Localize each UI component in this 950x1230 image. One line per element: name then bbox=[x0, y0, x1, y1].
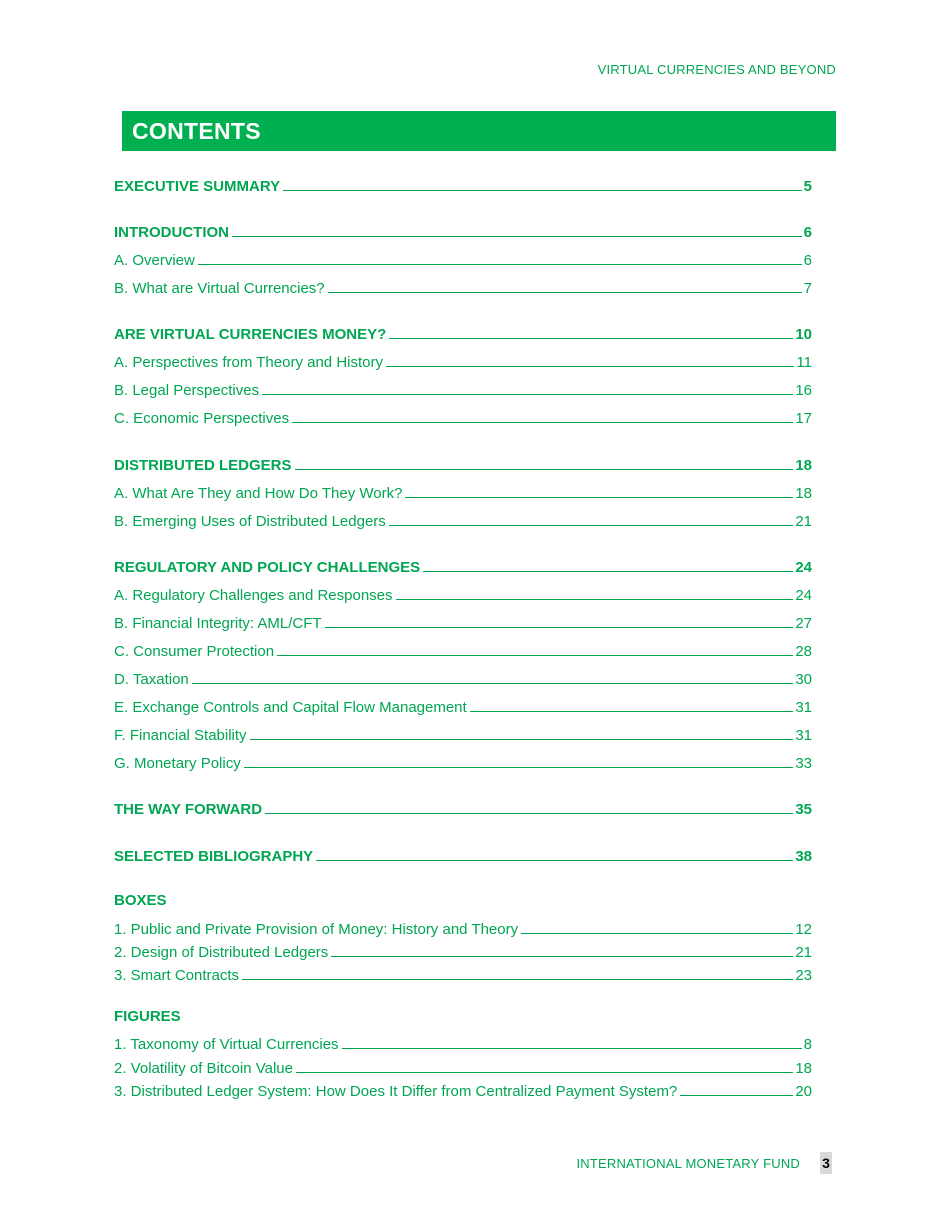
toc-entry-label: INTRODUCTION bbox=[114, 224, 229, 241]
dot-leader bbox=[283, 190, 802, 191]
toc-entry-label: B. Legal Perspectives bbox=[114, 382, 260, 399]
dot-leader bbox=[342, 1048, 802, 1049]
toc-entry-page: 18 bbox=[795, 1060, 812, 1077]
toc-entry-page: 20 bbox=[795, 1083, 812, 1100]
toc-entry-selected-bibliography[interactable] bbox=[114, 843, 812, 865]
toc-entry-consumer-protection[interactable] bbox=[114, 638, 812, 660]
toc-entry-page: 11 bbox=[796, 354, 812, 371]
toc-entry-page: 31 bbox=[795, 699, 812, 716]
toc-entry-page: 10 bbox=[795, 326, 812, 343]
toc-entry-page: 21 bbox=[795, 513, 812, 530]
dot-leader bbox=[277, 655, 793, 656]
toc-entry-what-are-virtual-currencies[interactable] bbox=[114, 275, 812, 297]
toc-entry-page: 27 bbox=[795, 615, 812, 632]
toc-entry-page: 33 bbox=[795, 755, 812, 772]
toc-entry-label: 3. Distributed Ledger System: How Does It Differ from Centralized Payment System? bbox=[114, 1083, 678, 1100]
contents-title: CONTENTS bbox=[132, 117, 261, 144]
dot-leader bbox=[389, 525, 794, 526]
dot-leader bbox=[331, 956, 793, 957]
dot-leader bbox=[389, 338, 793, 339]
toc-entry-overview[interactable] bbox=[114, 247, 812, 269]
toc-entry-page: 28 bbox=[795, 643, 812, 660]
running-header-title: VIRTUAL CURRENCIES AND BEYOND bbox=[597, 62, 836, 77]
toc-entry-page: 7 bbox=[803, 280, 812, 297]
toc-entry-label: F. Financial Stability bbox=[114, 727, 247, 744]
toc-entry-page: 18 bbox=[795, 457, 812, 474]
toc-entry-are-virtual-currencies-money[interactable] bbox=[114, 321, 812, 343]
toc-entry-label: 1. Taxonomy of Virtual Currencies bbox=[114, 1036, 339, 1053]
toc-entry-page: 17 bbox=[795, 410, 812, 427]
toc-entry-label: B. Financial Integrity: AML/CFT bbox=[114, 615, 322, 632]
toc-entry-introduction[interactable] bbox=[114, 219, 812, 241]
dot-leader bbox=[292, 422, 793, 423]
dot-leader bbox=[262, 394, 793, 395]
toc-entry-page: 38 bbox=[795, 848, 812, 865]
toc-entry-regulatory-challenges[interactable] bbox=[114, 582, 812, 604]
toc-figure-entry[interactable] bbox=[114, 1031, 812, 1053]
toc-entry-legal-perspectives[interactable] bbox=[114, 377, 812, 399]
toc-entry-label: E. Exchange Controls and Capital Flow Management bbox=[114, 699, 467, 716]
toc-entry-label: A. What Are They and How Do They Work? bbox=[114, 485, 403, 502]
toc-entry-page: 18 bbox=[795, 485, 812, 502]
toc-box-entry[interactable] bbox=[114, 916, 812, 938]
contents-banner bbox=[122, 111, 836, 151]
toc-entry-page: 12 bbox=[795, 921, 812, 938]
toc-entry-page: 8 bbox=[803, 1036, 812, 1053]
toc-entry-label: DISTRIBUTED LEDGERS bbox=[114, 457, 292, 474]
toc-figure-entry[interactable] bbox=[114, 1078, 812, 1100]
dot-leader bbox=[521, 933, 793, 934]
dot-leader bbox=[405, 497, 793, 498]
dot-leader bbox=[423, 571, 793, 572]
dot-leader bbox=[192, 683, 794, 684]
dot-leader bbox=[198, 264, 802, 265]
toc-entry-label: C. Consumer Protection bbox=[114, 643, 275, 660]
toc-entry-label: 3. Smart Contracts bbox=[114, 967, 240, 984]
toc-entry-label: C. Economic Perspectives bbox=[114, 410, 290, 427]
toc-entry-label: 1. Public and Private Provision of Money: History and Theory bbox=[114, 921, 519, 938]
dot-leader bbox=[295, 469, 794, 470]
toc-entry-page: 5 bbox=[803, 178, 812, 195]
toc-entry-page: 6 bbox=[803, 252, 812, 269]
toc-entry-regulatory-and-policy-challenges[interactable] bbox=[114, 554, 812, 576]
toc-box-entry[interactable] bbox=[114, 939, 812, 961]
toc-entry-label: 2. Volatility of Bitcoin Value bbox=[114, 1060, 293, 1077]
dot-leader bbox=[316, 860, 793, 861]
toc-entry-label: EXECUTIVE SUMMARY bbox=[114, 178, 281, 195]
toc-box-entry[interactable] bbox=[114, 962, 812, 984]
toc-entry-label: G. Monetary Policy bbox=[114, 755, 241, 772]
dot-leader bbox=[242, 979, 793, 980]
toc-entry-label: A. Perspectives from Theory and History bbox=[114, 354, 383, 371]
toc-entry-page: 23 bbox=[795, 967, 812, 984]
toc-figure-entry[interactable] bbox=[114, 1055, 812, 1077]
page-number: 3 bbox=[820, 1152, 832, 1174]
toc-entry-page: 24 bbox=[795, 587, 812, 604]
toc-entry-page: 35 bbox=[795, 801, 812, 818]
toc-entry-financial-integrity[interactable] bbox=[114, 610, 812, 632]
toc-entry-economic-perspectives[interactable] bbox=[114, 405, 812, 427]
toc-entry-page: 16 bbox=[795, 382, 812, 399]
toc-entry-label: B. What are Virtual Currencies? bbox=[114, 280, 325, 297]
toc-entry-the-way-forward[interactable] bbox=[114, 796, 812, 818]
dot-leader bbox=[250, 739, 794, 740]
toc-entry-monetary-policy[interactable] bbox=[114, 750, 812, 772]
dot-leader bbox=[386, 366, 794, 367]
dot-leader bbox=[232, 236, 802, 237]
toc-entry-label: A. Regulatory Challenges and Responses bbox=[114, 587, 393, 604]
toc-entry-taxation[interactable] bbox=[114, 666, 812, 688]
dot-leader bbox=[470, 711, 794, 712]
toc-entry-theory-and-history[interactable] bbox=[114, 349, 812, 371]
toc-entry-label: B. Emerging Uses of Distributed Ledgers bbox=[114, 513, 386, 530]
dot-leader bbox=[244, 767, 794, 768]
footer-organization: INTERNATIONAL MONETARY FUND bbox=[576, 1156, 800, 1171]
toc-entry-label: ARE VIRTUAL CURRENCIES MONEY? bbox=[114, 326, 387, 343]
toc-entry-page: 30 bbox=[795, 671, 812, 688]
toc-entry-executive-summary[interactable] bbox=[114, 173, 812, 195]
toc-entry-page: 24 bbox=[795, 559, 812, 576]
toc-entry-label: THE WAY FORWARD bbox=[114, 801, 263, 818]
dot-leader bbox=[296, 1072, 793, 1073]
toc-entry-label: D. Taxation bbox=[114, 671, 189, 688]
toc-entry-financial-stability[interactable] bbox=[114, 722, 812, 744]
toc-entry-emerging-uses[interactable] bbox=[114, 508, 812, 530]
toc-entry-label: 2. Design of Distributed Ledgers bbox=[114, 944, 329, 961]
toc-entry-label: REGULATORY AND POLICY CHALLENGES bbox=[114, 559, 421, 576]
toc-entry-what-are-they[interactable] bbox=[114, 480, 812, 502]
dot-leader bbox=[328, 292, 802, 293]
dot-leader bbox=[396, 599, 794, 600]
toc-entry-distributed-ledgers[interactable] bbox=[114, 452, 812, 474]
boxes-heading: BOXES bbox=[114, 892, 167, 909]
figures-heading: FIGURES bbox=[114, 1008, 181, 1025]
toc-entry-label: A. Overview bbox=[114, 252, 195, 269]
dot-leader bbox=[680, 1095, 793, 1096]
toc-entry-page: 6 bbox=[803, 224, 812, 241]
toc-entry-page: 31 bbox=[795, 727, 812, 744]
toc-entry-label: SELECTED BIBLIOGRAPHY bbox=[114, 848, 314, 865]
dot-leader bbox=[265, 813, 793, 814]
toc-entry-exchange-controls[interactable] bbox=[114, 694, 812, 716]
dot-leader bbox=[325, 627, 794, 628]
toc-entry-page: 21 bbox=[795, 944, 812, 961]
